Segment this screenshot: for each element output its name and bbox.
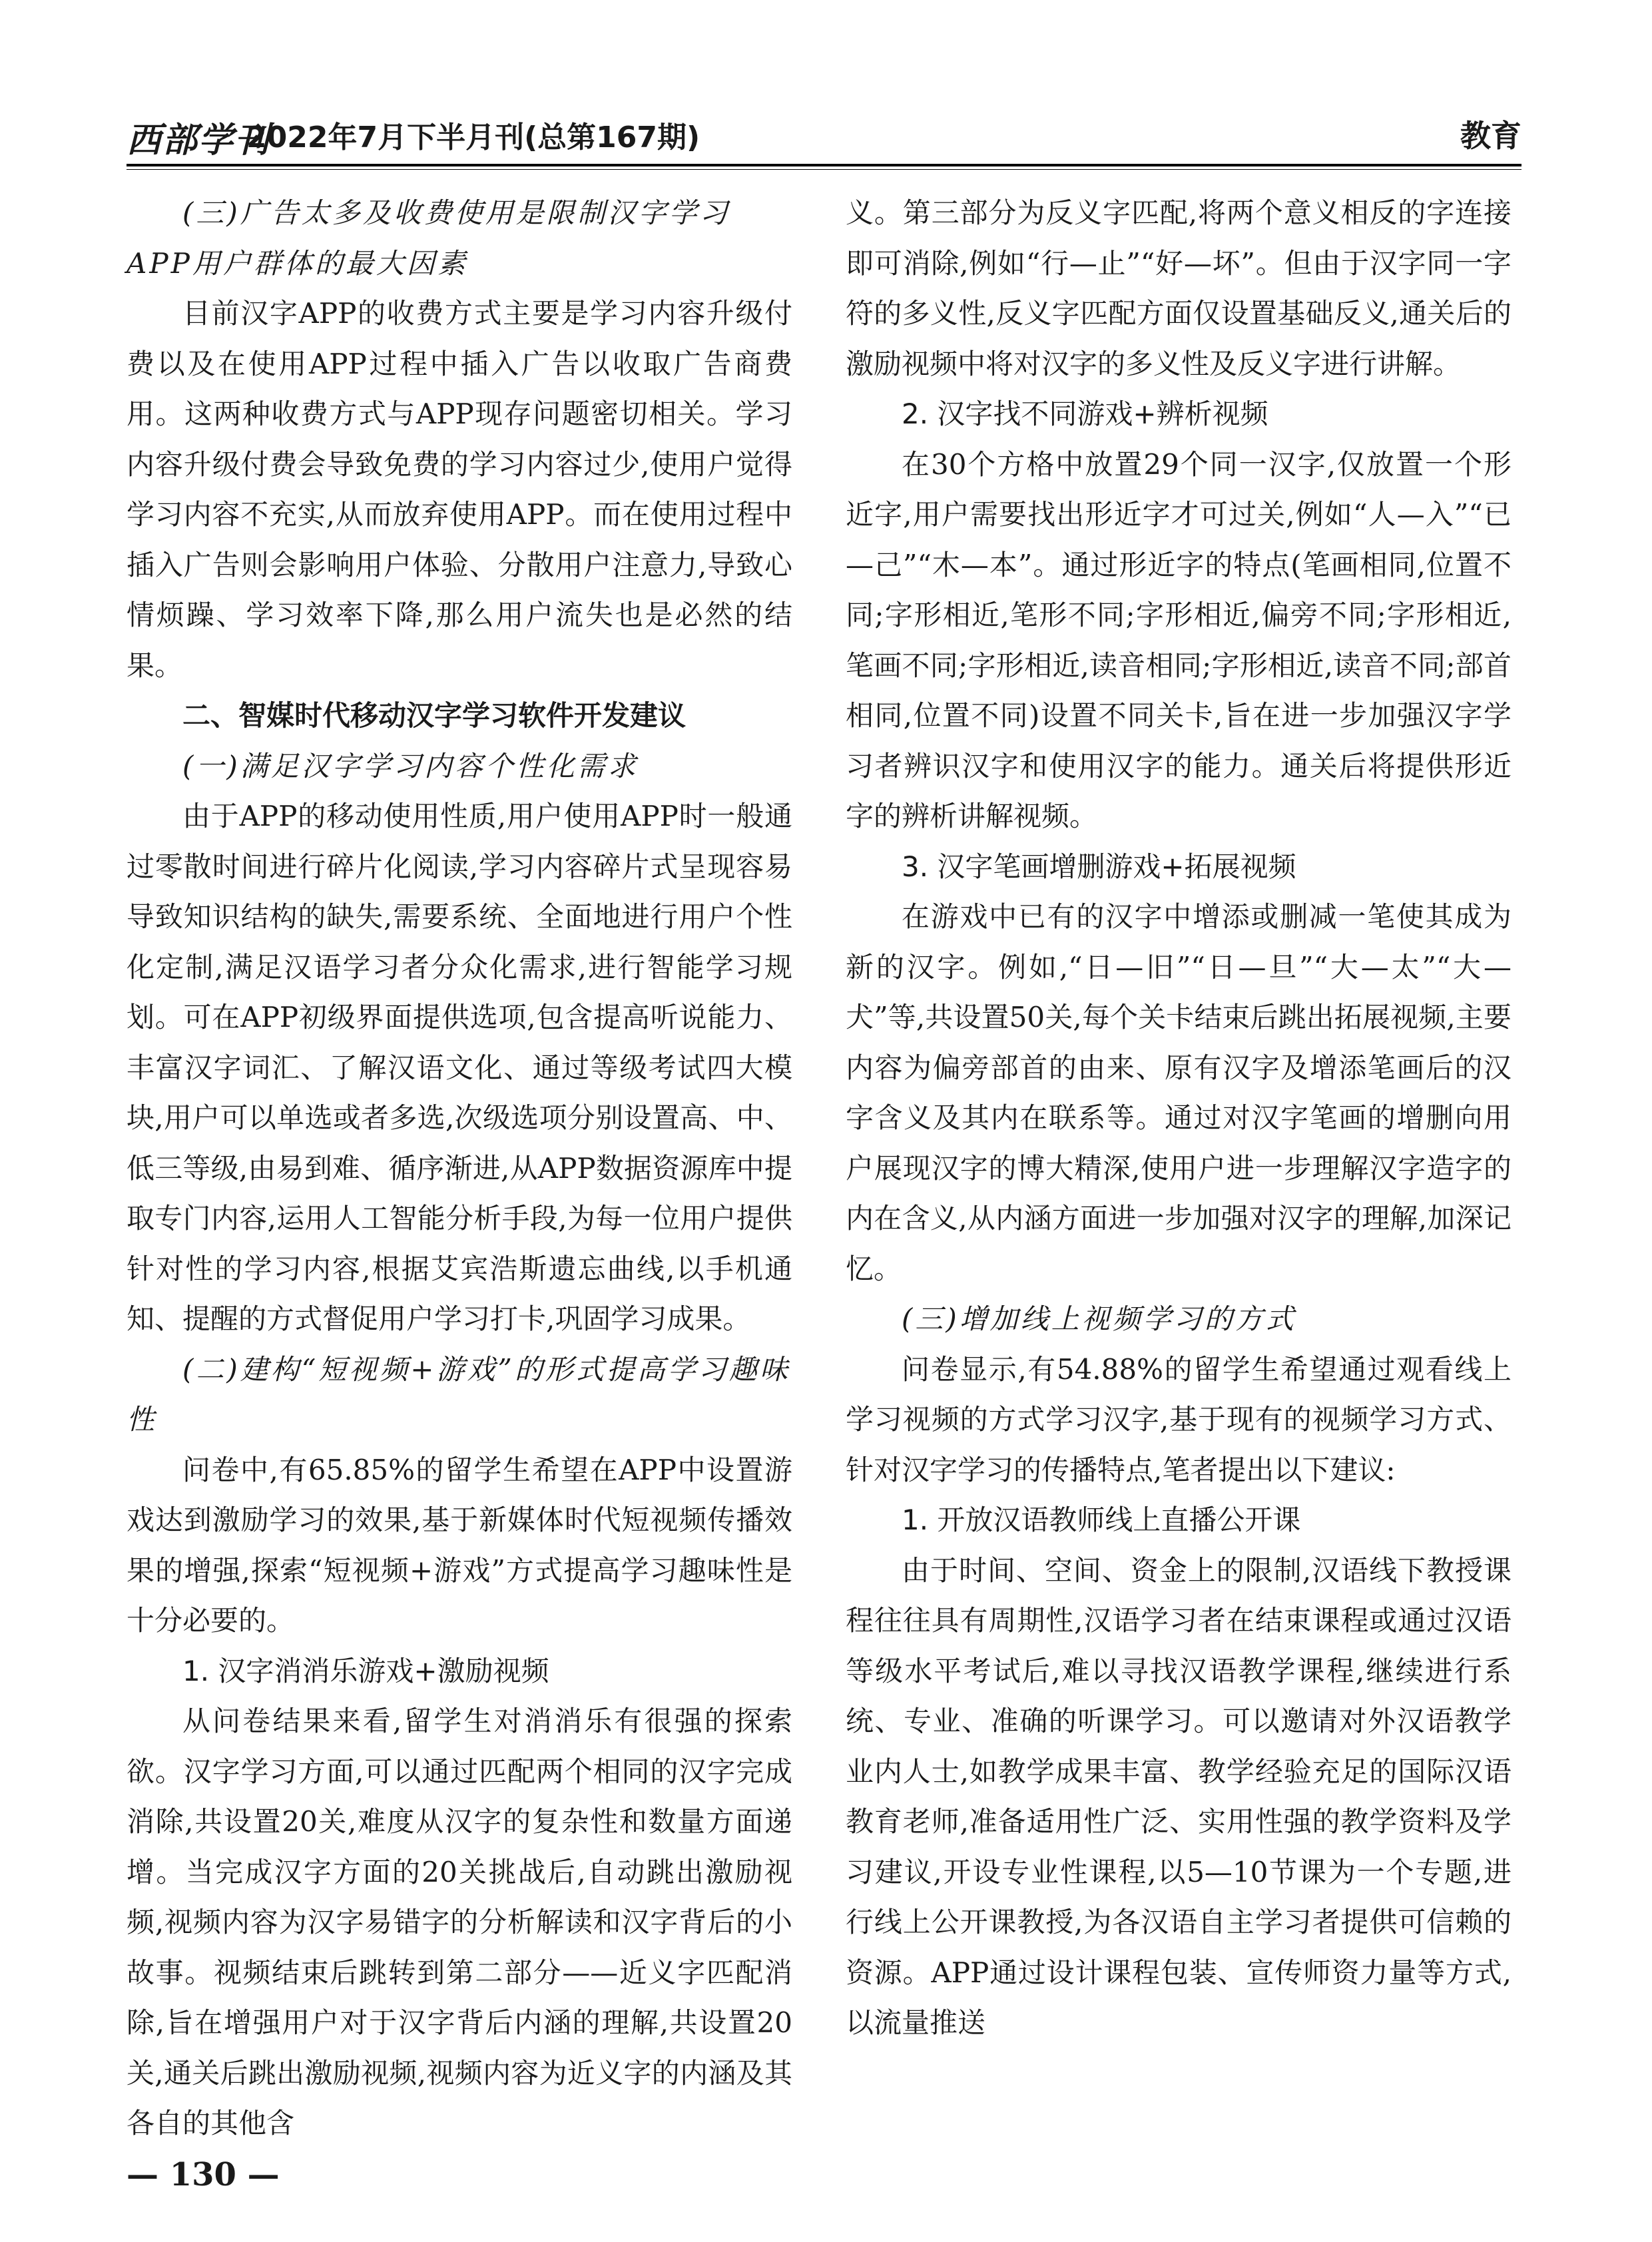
subheading-ads: (三)广告太多及收费使用是限制汉字学习APP用户群体的最大因素: [127, 196, 730, 280]
header-rule: [127, 164, 1521, 166]
journal-logo: 西部学刊: [127, 120, 271, 160]
paragraph-item-4: 由于时间、空间、资金上的限制,汉语线下教授课程往往具有周期性,汉语学习者在结束课程或通过汉语等级水平考试后,难以寻找汉语教学课程,继续进行系统、专业、准确的听课学习。可以邀请对外汉语教学业内人士,如教学成果丰富、教学经验充足的国际汉语教育老师,准备适用性广泛、实用性强的教学资料及学习建议,开设专业性课程,以5—10节课为一个专题,进行线上公开课教授,为各汉语自主学习者提供可信赖的资源。APP通过设计课程包装、宣传师资力量等方式,以流量推送: [846, 1553, 1512, 2039]
paragraph-continued: 义。第三部分为反义字匹配,将两个意义相反的字连接即可消除,例如“行—止”“好—坏”。但由于汉字同一字符的多义性,反义字匹配方面仅设置基础反义,通关后的激励视频中将对汉字的多义性及反义字进行讲解。: [846, 196, 1512, 380]
section-heading-2: 二、智媒时代移动汉字学习软件开发建议: [182, 699, 687, 732]
page-number: — 130 —: [127, 2156, 280, 2193]
subheading-video-game: (二)建构“短视频+游戏”的形式提高学习趣味性: [127, 1352, 790, 1436]
item-heading-4: 1. 开放汉语教师线上直播公开课: [902, 1504, 1301, 1536]
right-column: [846, 188, 1512, 2048]
paragraph-item-1: 从问卷结果来看,留学生对消消乐有很强的探索欲。汉字学习方面,可以通过匹配两个相同的汉字完成消除,共设置20关,难度从汉字的复杂性和数量方面递增。当完成汉字方面的20关挑战后,自动跳出激励视频,视频内容为汉字易错字的分析解读和汉字背后的小故事。视频结束后跳转到第二部分——近义字匹配消除,旨在增强用户对于汉字背后内涵的理解,共设置20关,通关后跳出激励视频,视频内容为近义字的内涵及其各自的其他含: [127, 1705, 792, 2139]
paragraph-item-3: 在游戏中已有的汉字中增添或删减一笔使其成为新的汉字。例如,“日—旧”“日—旦”“大—太”“大—犬”等,共设置50关,每个关卡结束后跳出拓展视频,主要内容为偏旁部首的由来、原有汉字及增添笔画后的汉字含义及其内在联系等。通过对汉字笔画的增删向用户展现汉字的博大精深,使用户进一步理解汉字造字的内在含义,从内涵方面进一步加强对汉字的理解,加深记忆。: [846, 900, 1512, 1285]
subheading-personalization: (一)满足汉字学习内容个性化需求: [182, 749, 639, 782]
running-header: [127, 112, 1521, 158]
paragraph-personalization: 由于APP的移动使用性质,用户使用APP时一般通过零散时间进行碎片化阅读,学习内容碎片式呈现容易导致知识结构的缺失,需要系统、全面地进行用户个性化定制,满足汉语学习者分众化需求,进行智能学习规划。可在APP初级界面提供选项,包含提高听说能力、丰富汉字词汇、了解汉语文化、通过等级考试四大模块,用户可以单选或者多选,次级选项分别设置高、中、低三等级,由易到难、循序渐进,从APP数据资源库中提取专门内容,运用人工智能分析手段,为每一位用户提供针对性的学习内容,根据艾宾浩斯遗忘曲线,以手机通知、提醒的方式督促用户学习打卡,巩固学习成果。: [127, 800, 792, 1335]
section-tag: 教育: [1460, 118, 1521, 154]
issue-info: 2022年7月下半月刊(总第167期): [246, 121, 700, 154]
item-heading-2: 2. 汉字找不同游戏+辨析视频: [902, 398, 1268, 430]
paragraph-item-2: 在30个方格中放置29个同一汉字,仅放置一个形近字,用户需要找出形近字才可过关,例如“人—入”“已—己”“木—本”。通过形近字的特点(笔画相同,位置不同;字形相近,笔形不同;字形相近,偏旁不同;字形相近,笔画不同;字形相近,读音相同;字形相近,读音不同;部首相同,位置不同)设置不同关卡,旨在进一步加强汉字学习者辨识汉字和使用汉字的能力。通关后将提供形近字的辨析讲解视频。: [846, 447, 1512, 832]
item-heading-1: 1. 汉字消消乐游戏+激励视频: [182, 1654, 549, 1687]
item-heading-3: 3. 汉字笔画增删游戏+拓展视频: [902, 850, 1296, 883]
paragraph-online-video: 问卷显示,有54.88%的留学生希望通过观看线上学习视频的方式学习汉字,基于现有的视频学习方式、针对汉字学习的传播特点,笔者提出以下建议:: [846, 1352, 1512, 1486]
left-column: [127, 188, 792, 2149]
paragraph-survey: 问卷中,有65.85%的留学生希望在APP中设置游戏达到激励学习的效果,基于新媒体时代短视频传播效果的增强,探索“短视频+游戏”方式提高学习趣味性是十分必要的。: [127, 1453, 792, 1637]
subheading-online-video: (三)增加线上视频学习的方式: [902, 1302, 1296, 1335]
header-rule-thin: [127, 169, 1521, 170]
paragraph-fees: 目前汉字APP的收费方式主要是学习内容升级付费以及在使用APP过程中插入广告以收取广告商费用。这两种收费方式与APP现存问题密切相关。学习内容升级付费会导致免费的学习内容过少,使用户觉得学习内容不充实,从而放弃使用APP。而在使用过程中插入广告则会影响用户体验、分散用户注意力,导致心情烦躁、学习效率下降,那么用户流失也是必然的结果。: [127, 297, 792, 682]
